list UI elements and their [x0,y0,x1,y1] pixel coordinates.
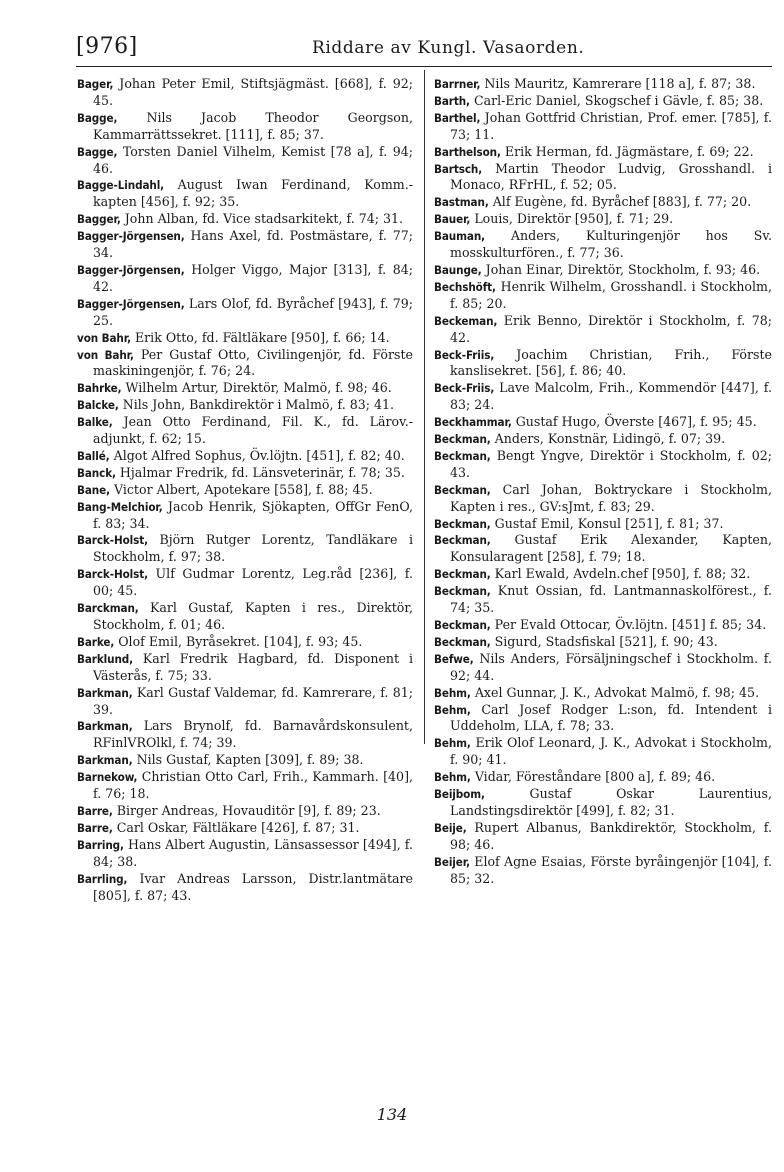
register-entry [77,837,413,871]
entry-surname: Bastman, [434,195,489,210]
entry-details: Elof Agne Esaias, Förste byråingenjör [104], f. 85; 32. [450,853,772,886]
entry-surname: Beckman, [434,516,491,531]
entry-surname: Barre, [77,803,113,818]
register-entry [77,634,413,651]
entry-surname: Barke, [77,634,115,649]
register-entry [434,76,772,93]
entry-surname: Beckman, [434,533,491,548]
register-entry [434,228,772,262]
entry-details: Holger Viggo, Major [313], f. 84; 42. [93,261,414,294]
entry-details: Victor Albert, Apotekare [558], f. 88; 45. [113,481,373,497]
entry-surname: Bahrke, [77,381,122,396]
register-entry [77,397,413,414]
entry-surname: Bagger-Jörgensen, [77,229,185,244]
right-column [434,76,772,888]
entry-details: Johan Gottfrid Christian, Prof. emer. [785], f. 73; 11. [450,109,772,142]
entry-details: Nils Gustaf, Kapten [309], f. 89; 38. [136,752,364,768]
entry-details: John Alban, fd. Vice stadsarkitekt, f. 74; 31. [124,211,403,227]
entry-details: Gustaf Emil, Konsul [251], f. 81; 37. [494,515,724,531]
register-entry [77,769,413,803]
entry-details: Alf Eugène, fd. Byråchef [883], f. 77; 20. [492,194,752,210]
register-entry [434,735,772,769]
entry-details: Christian Otto Carl, Frih., Kammarh. [40], f. 76; 18. [93,769,413,802]
entry-details: Nils Jacob Theodor Georgson, Kammarrättssekret. [111], f. 85; 37. [93,109,413,142]
entry-surname: Barnekow, [77,770,138,785]
entry-details: Karl Gustaf Valdemar, fd. Kamrerare, f. 81; 39. [93,684,413,717]
entry-details: Torsten Daniel Vilhelm, Kemist [78 a], f. 94; 46. [93,143,413,176]
register-entry [77,566,413,600]
register-entry [434,532,772,566]
register-entry [434,194,772,211]
entry-details: Lave Malcolm, Frih., Kommendör [447], f. 83; 24. [450,380,772,413]
entry-surname: Bagger, [77,212,121,227]
entry-surname: Barkman, [77,685,133,700]
entry-surname: Beckman, [434,432,491,447]
entry-surname: Bechshöft, [434,279,496,294]
entry-details: Lars Brynolf, fd. Barnavårdskonsulent, RFinlVROlkl, f. 74; 39. [93,718,413,751]
entry-details: Hans Albert Augustin, Länsassessor [494], f. 84; 38. [93,836,413,869]
register-entry [77,262,413,296]
register-entry [77,177,413,211]
register-entry [434,110,772,144]
entry-details: Karl Ewald, Avdeln.chef [950], f. 88; 32. [494,566,751,582]
entry-details: Carl Oskar, Fältläkare [426], f. 87; 31. [116,819,360,835]
register-entry [77,651,413,685]
entry-surname: Bager, [77,77,114,91]
entry-details: Wilhelm Artur, Direktör, Malmö, f. 98; 46. [125,380,392,396]
entry-details: Axel Gunnar, J. K., Advokat Malmö, f. 98; 45. [474,684,760,700]
entry-surname: Barthelson, [434,144,501,159]
entry-surname: Befwe, [434,651,474,666]
entry-surname: Beckman, [434,567,491,582]
entry-details: Karl Gustaf, Kapten i res., Direktör, Stockholm, f. 01; 46. [93,600,413,632]
entry-surname: Beckman, [434,448,491,463]
register-entry [77,414,413,448]
register-entry [77,820,413,837]
entry-surname: von Bahr, [77,347,134,362]
register-entry [434,634,772,651]
entry-details: Knut Ossian, fd. Lantmannaskolförest., f. 74; 35. [450,583,772,616]
register-entry [434,702,772,736]
register-entry [434,566,772,583]
register-entry [77,211,413,228]
register-entry [434,651,772,685]
register-entry [434,685,772,702]
register-entry [434,161,772,195]
entry-surname: Behm, [434,770,471,785]
entry-details: Martin Theodor Ludvig, Grosshandl. i Monaco, RFrHL, f. 52; 05. [450,160,772,193]
register-entry [434,820,772,854]
entry-details: Algot Alfred Sophus, Öv.löjtn. [451], f. 82; 40. [113,447,405,463]
entry-details: Ivar Andreas Larsson, Distr.lantmätare [805], f. 87; 43. [93,870,413,903]
entry-surname: Beije, [434,820,467,835]
entry-details: Erik Herman, fd. Jägmästare, f. 69; 22. [504,143,754,159]
entry-surname: Beckeman, [434,313,498,328]
entry-details: Björn Rutger Lorentz, Tandläkare i Stockholm, f. 97; 38. [93,532,413,565]
entry-details: Gustaf Erik Alexander, Kapten, Konsularagent [258], f. 79; 18. [450,532,772,565]
entry-surname: Bane, [77,482,110,497]
entry-surname: Barrner, [434,77,481,91]
register-entry [434,347,772,381]
entry-surname: Ballé, [77,448,110,463]
entry-surname: Bagger-Jörgensen, [77,296,185,311]
entry-surname: Bagge-Lindahl, [77,178,165,193]
register-entry [434,854,772,888]
register-entry [434,786,772,820]
entry-details: Birger Andreas, Hovauditör [9], f. 89; 23. [116,802,381,818]
register-entry [77,380,413,397]
entry-details: Per Gustaf Otto, Civilingenjör, fd. Förste maskiningenjör, f. 76; 24. [93,346,413,379]
register-entry [77,110,413,144]
entry-details: Johan Peter Emil, Stiftsjägmäst. [668], f. 92; 45. [93,76,413,108]
register-entry [434,279,772,313]
entry-surname: Barrling, [77,871,128,886]
entry-surname: Balke, [77,415,113,430]
register-entry [77,499,413,533]
entry-surname: Beckman, [434,482,491,497]
register-entry [77,803,413,820]
register-entry [434,144,772,161]
entry-surname: Barre, [77,820,113,835]
column-divider [424,70,425,744]
entry-details: Lars Olof, fd. Byråchef [943], f. 79; 25. [93,295,413,328]
entry-details: Anders, Kulturingenjör hos Sv. mosskulturfören., f. 77; 36. [450,228,772,261]
register-entry [77,871,413,905]
entry-details: Joachim Christian, Frih., Förste kanslisekret. [56], f. 86; 40. [450,346,772,379]
register-entry [434,380,772,414]
entry-details: Carl Johan, Boktryckare i Stockholm, Kapten i res., GV:sJmt, f. 83; 29. [450,481,772,514]
register-entry [434,769,772,786]
register-entry [434,448,772,482]
entry-details: Louis, Direktör [950], f. 71; 29. [474,211,674,227]
entry-surname: Barkman, [77,719,133,734]
entry-details: Ulf Gudmar Lorentz, Leg.råd [236], f. 00; 45. [93,566,413,599]
left-column [77,76,413,904]
entry-surname: Beckman, [434,634,491,649]
register-entry [77,144,413,178]
footer-page-number: 134 [376,1105,408,1124]
entry-surname: Bagger-Jörgensen, [77,262,185,277]
register-entry [434,414,772,431]
entry-details: Hjalmar Fredrik, fd. Länsveterinär, f. 78; 35. [119,464,405,480]
register-entry [77,347,413,381]
entry-surname: Bauer, [434,212,471,227]
entry-details: Jean Otto Ferdinand, Fil. K., fd. Lärov.-adjunkt, f. 62; 15. [93,414,413,447]
register-entry [77,228,413,262]
register-entry [77,448,413,465]
entry-details: Erik Otto, fd. Fältläkare [950], f. 66; 14. [134,329,390,345]
register-entry [434,431,772,448]
register-entry [434,313,772,347]
entry-details: Per Evald Ottocar, Öv.löjtn. [451] f. 85; 34. [494,617,767,632]
register-entry [77,600,413,634]
entry-surname: Barck-Holst, [77,533,149,548]
entry-details: Anders, Konstnär, Lidingö, f. 07; 39. [494,431,726,447]
entry-surname: Beijbom, [434,787,485,802]
entry-details: Johan Einar, Direktör, Stockholm, f. 93; 46. [485,261,761,277]
register-entry [77,718,413,752]
entry-details: Hans Axel, fd. Postmästare, f. 77; 34. [93,228,413,261]
entry-surname: Barklund, [77,651,134,666]
register-entry [434,617,772,634]
register-entry [77,76,413,110]
entry-surname: Bauman, [434,229,486,244]
entry-surname: Beck-Friis, [434,381,495,396]
entry-surname: Balcke, [77,398,119,413]
entry-details: Gustaf Oskar Laurentius, Landstingsdirektör [499], f. 82; 31. [450,786,772,818]
entry-details: Sigurd, Stadsfiskal [521], f. 90; 43. [494,633,718,649]
entry-details: Nils John, Bankdirektör i Malmö, f. 83; 41. [122,397,394,413]
entry-details: Henrik Wilhelm, Grosshandl. i Stockholm, f. 85; 20. [450,278,772,311]
entry-details: Carl Josef Rodger L:son, fd. Intendent i Uddeholm, LLA, f. 78; 33. [450,701,772,734]
entry-surname: Baunge, [434,262,482,277]
entry-surname: Beckman, [434,618,491,632]
entry-surname: Beckman, [434,584,491,599]
entry-details: Rupert Albanus, Bankdirektör, Stockholm, f. 98; 46. [450,819,772,852]
entry-surname: Beckhammar, [434,415,512,430]
entry-details: Erik Olof Leonard, J. K., Advokat i Stockholm, f. 90; 41. [450,735,772,768]
entry-details: August Iwan Ferdinand, Komm.-kapten [456], f. 92; 35. [93,177,413,210]
entry-details: Jacob Henrik, Sjökapten, OffGr FenO, f. 83; 34. [93,498,413,531]
entry-details: Vidar, Föreståndare [800 a], f. 89; 46. [474,769,716,785]
entry-details: Gustaf Hugo, Överste [467], f. 95; 45. [515,414,757,430]
register-entry [434,516,772,533]
entry-surname: Bagge, [77,144,118,159]
register-entry [434,211,772,228]
entry-surname: Barkman, [77,753,133,768]
register-entry [434,583,772,617]
register-entry [77,330,413,347]
entry-surname: Barth, [434,93,470,108]
entry-details: Olof Emil, Byråsekret. [104], f. 93; 45. [118,633,363,649]
entry-details: Nils Mauritz, Kamrerare [118 a], f. 87; 38. [484,76,756,91]
entry-surname: von Bahr, [77,330,131,345]
header-rule [76,66,772,67]
register-entry [77,296,413,330]
entry-details: Carl-Eric Daniel, Skogschef i Gävle, f. 85; 38. [473,92,764,108]
register-entry [77,482,413,499]
entry-details: Bengt Yngve, Direktör i Stockholm, f. 02; 43. [450,447,772,480]
entry-surname: Barckman, [77,601,139,616]
entry-details: Karl Fredrik Hagbard, fd. Disponent i Västerås, f. 75; 33. [93,650,413,683]
entry-surname: Barthel, [434,110,481,125]
entry-surname: Behm, [434,736,471,751]
register-entry [77,752,413,769]
register-entry [77,532,413,566]
register-entry [434,262,772,279]
entry-surname: Beijer, [434,854,470,869]
entry-surname: Beck-Friis, [434,347,495,362]
register-entry [434,93,772,110]
register-entry [77,685,413,719]
entry-details: Erik Benno, Direktör i Stockholm, f. 78; 42. [450,312,772,345]
entry-details: Nils Anders, Försäljningschef i Stockholm. f. 92; 44. [450,650,773,683]
register-entry [434,482,772,516]
entry-surname: Barck-Holst, [77,567,149,582]
page-number: [976] [76,34,138,59]
entry-surname: Behm, [434,702,471,717]
entry-surname: Bagge, [77,110,118,125]
entry-surname: Bang-Melchior, [77,499,163,514]
entry-surname: Bartsch, [434,161,483,176]
entry-surname: Banck, [77,465,116,480]
entry-surname: Barring, [77,837,124,852]
register-entry [77,465,413,482]
running-title: Riddare av Kungl. Vasaorden. [312,38,585,58]
entry-surname: Behm, [434,685,471,700]
